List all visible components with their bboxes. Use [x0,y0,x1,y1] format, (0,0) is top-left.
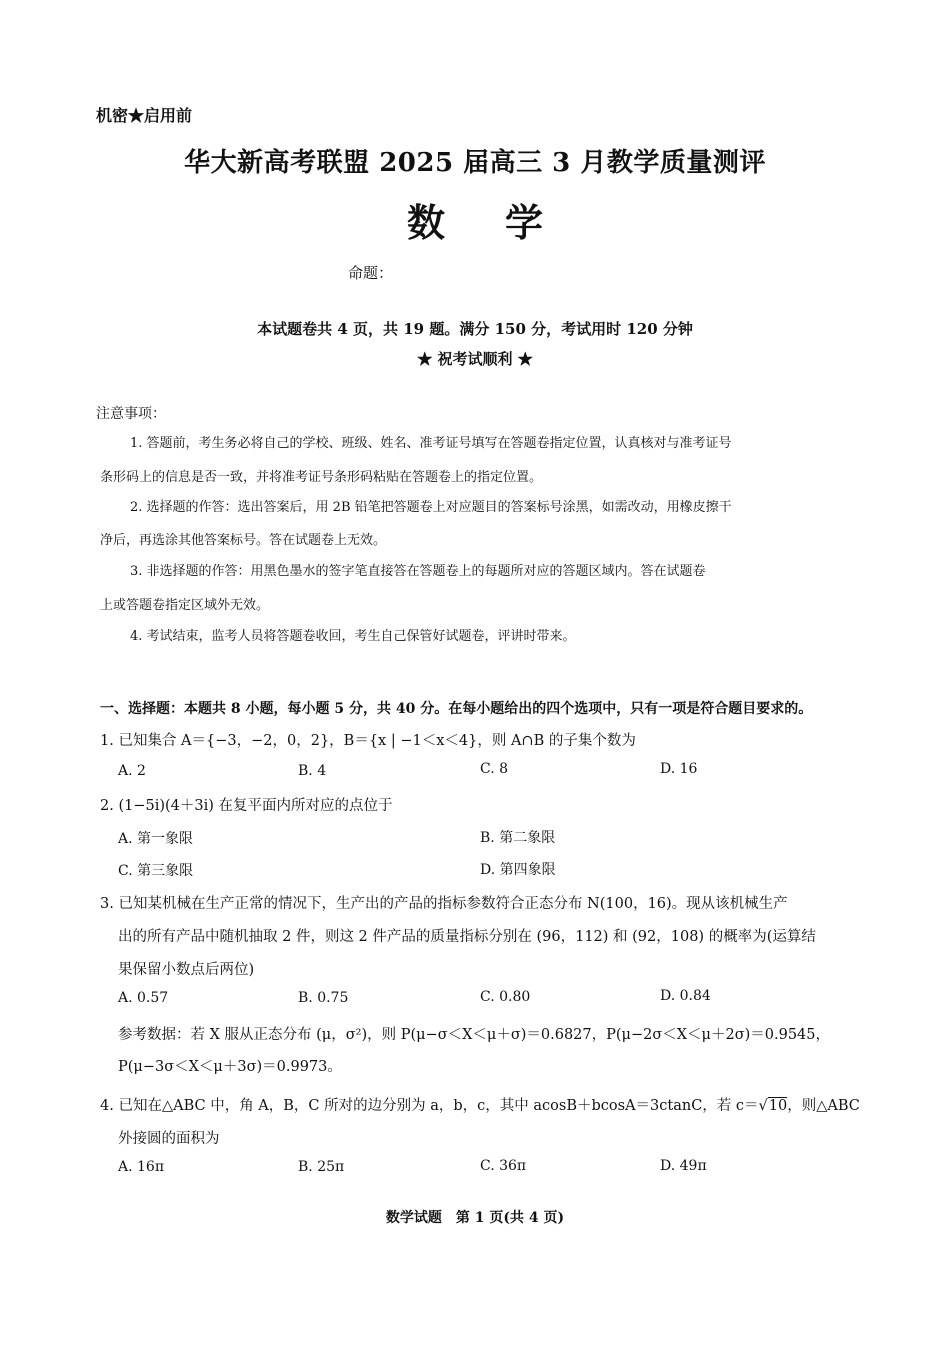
q4-stem-text: 4. 已知在△ABC 中，角 A，B，C 所对的边分别为 a，b，c，其中 acosB＋bcosA＝3ctanC，若 c＝ [100,1098,759,1114]
notice-line: 条形码上的信息是否一致，并将准考证号条形码粘贴在答题卷上的指定位置。 [100,470,543,485]
q1-option-b: B. 4 [298,763,327,779]
q2-option-a: A. 第一象限 [118,831,194,847]
q3-option-a: A. 0.57 [118,990,169,1006]
q1-option-c: C. 8 [480,761,509,777]
q4-option-c: C. 36π [480,1158,527,1174]
question-2-stem: 2. (1−5i)(4＋3i) 在复平面内所对应的点位于 [100,798,393,814]
q3-reference-data: 参考数据：若 X 服从正态分布 (μ，σ²)，则 P(μ−σ＜X＜μ＋σ)＝0.6827，P(μ−2σ＜X＜μ＋2σ)＝0.9545， [118,1027,830,1043]
author-line: 命题： [348,264,394,282]
sqrt-sign: √ [758,1098,768,1114]
q2-option-d: D. 第四象限 [480,862,556,878]
q4-stem-text: ，则△ABC [787,1098,860,1114]
question-3-stem: 3. 已知某机械在生产正常的情况下，生产出的产品的指标参数符合正态分布 N(100，16)。现从该机械生产 [100,896,788,912]
page-footer: 数学试题 第 1 页(共 4 页) [385,1210,565,1226]
q4-option-b: B. 25π [298,1159,345,1175]
question-4-stem: 外接圆的面积为 [118,1131,220,1147]
section-heading: 一、选择题：本题共 8 小题，每小题 5 分，共 40 分。在每小题给出的四个选项中，只有一项是符合题目要求的。 [100,701,813,717]
question-1-stem: 1. 已知集合 A＝{−3，−2，0，2}，B＝{x | −1＜x＜4}，则 A∩B 的子集个数为 [100,733,636,749]
exam-info: 本试题卷共 4 页，共 19 题。满分 150 分，考试用时 120 分钟 [257,320,693,338]
good-luck-line: ★ 祝考试顺利 ★ [417,350,533,368]
notice-line: 3. 非选择题的作答：用黑色墨水的签字笔直接答在答题卷上的每题所对应的答题区域内。答在试题卷 [130,564,706,579]
q4-option-a: A. 16π [118,1159,165,1175]
q1-option-d: D. 16 [660,761,698,777]
q3-reference-data: P(μ−3σ＜X＜μ＋3σ)＝0.9973。 [118,1059,342,1075]
q1-option-a: A. 2 [118,763,146,779]
notice-line: 2. 选择题的作答：选出答案后，用 2B 铅笔把答题卷上对应题目的答案标号涂黑，如需改动，用橡皮擦干 [130,500,732,515]
notice-heading: 注意事项： [96,406,166,422]
notice-line: 4. 考试结束，监考人员将答题卷收回，考生自己保管好试题卷，评讲时带来。 [130,629,576,644]
notice-line: 净后，再选涂其他答案标号。答在试题卷上无效。 [100,533,387,548]
q2-option-b: B. 第二象限 [480,830,556,846]
question-3-stem: 出的所有产品中随机抽取 2 件，则这 2 件产品的质量指标分别在 (96，112) 和 (92，108) 的概率为(运算结 [118,929,816,945]
q2-option-c: C. 第三象限 [118,863,194,879]
question-3-stem: 果保留小数点后两位) [118,962,255,978]
q3-option-c: C. 0.80 [480,989,531,1005]
q3-option-d: D. 0.84 [660,988,711,1004]
exam-title: 华大新高考联盟 2025 届高三 3 月教学质量测评 [184,148,766,178]
notice-line: 上或答题卷指定区域外无效。 [100,598,270,613]
notice-line: 1. 答题前，考生务必将自己的学校、班级、姓名、准考证号填写在答题卷指定位置，认真核对与准考证号 [130,436,732,451]
question-4-stem [100,1094,860,1115]
subject-title: 数学 [406,200,603,245]
sqrt-value: 10 [768,1098,788,1114]
confidential-label: 机密★启用前 [96,106,193,125]
q4-option-d: D. 49π [660,1158,707,1174]
q3-option-b: B. 0.75 [298,990,349,1006]
